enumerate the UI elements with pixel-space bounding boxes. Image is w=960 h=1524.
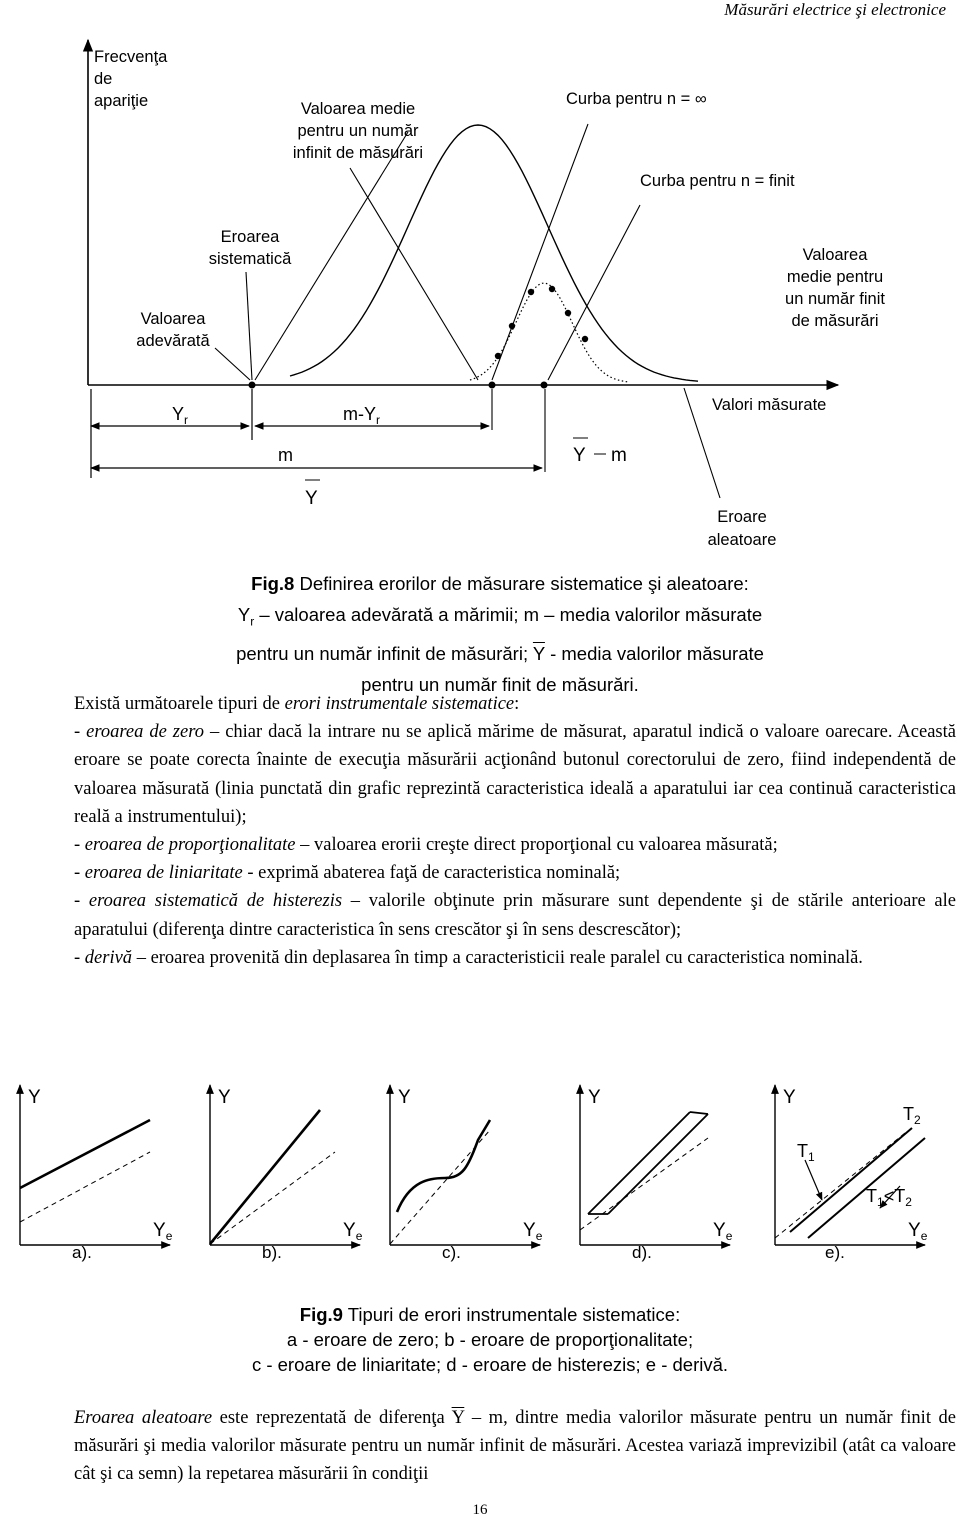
ideal-line <box>20 1152 150 1222</box>
linearity-error-text: - exprimă abaterea faţă de caracteristica nominală; <box>242 863 621 884</box>
fig8-caption-line3a: pentru un număr infinit de măsurări; <box>236 642 529 664</box>
systematic-error-label: Eroarea sistematică <box>208 228 292 268</box>
ye-axis-label: $Y_e$ <box>908 1220 928 1243</box>
page-number: 16 <box>472 1502 488 1518</box>
mean-infinite-label: Valoarea medie pentru un număr infinit de măsurări <box>292 100 424 162</box>
curve-infinite-label: Curba pentru n = ∞ <box>566 90 707 108</box>
panel-e <box>775 1085 928 1262</box>
panel-label: d). <box>632 1243 652 1262</box>
m-label: m <box>278 445 293 465</box>
fig8-caption-line2-end: media valorilor măsurate <box>559 604 763 625</box>
y-axis-label: Y <box>398 1087 411 1108</box>
dash: - <box>74 722 87 743</box>
figure-9-diagrams <box>0 1075 960 1275</box>
intro-emphasis: erori instrumentale sistematice <box>284 694 515 714</box>
intro-colon: : <box>514 694 520 714</box>
finite-curve-points <box>495 286 588 359</box>
curve-n-infinite <box>290 125 698 381</box>
yr-symbol: Y <box>237 604 251 625</box>
real-line <box>20 1120 150 1188</box>
fig9-caption-line2: a - eroare de zero; b - eroare de proporţionalitate; <box>286 1329 694 1350</box>
m-minus-yr-label: $m-Y_r$ <box>343 404 380 427</box>
dash: - <box>74 835 85 856</box>
real-curve <box>397 1120 490 1212</box>
t1-line <box>790 1128 912 1232</box>
t1-arrow <box>805 1160 822 1200</box>
true-value-label: Valoarea adevărată <box>136 310 210 350</box>
panel-c <box>390 1085 543 1262</box>
t1-lt-t2-label: $T_1<T_2$ <box>866 1186 912 1209</box>
y-axis-label: Y <box>588 1087 601 1108</box>
ybar-symbol: $\overline{Y}$ <box>451 1408 465 1428</box>
fig8-caption-line4: pentru un număr finit de măsurări. <box>361 673 639 695</box>
body-text-1 <box>4 690 956 972</box>
fig8-caption-line3b: - media valorilor măsurate <box>550 642 764 664</box>
finite-point <box>565 310 571 316</box>
figure-8-diagram <box>0 28 960 568</box>
y-axis-label: Y <box>783 1087 796 1108</box>
panel-label: c). <box>442 1243 461 1262</box>
fig9-label: Fig.9 <box>299 1304 343 1325</box>
frequency-label: Frecvenţa de apariţie <box>94 48 168 110</box>
panel-a <box>20 1085 173 1262</box>
running-header: Măsurări electrice şi electronice <box>724 0 946 19</box>
ye-axis-label: $Y_e$ <box>523 1220 543 1243</box>
fig8-label: Fig.8 <box>251 573 295 594</box>
random-error-text-a: este reprezentată de diferenţa <box>212 1408 452 1428</box>
ideal-line <box>580 1138 708 1230</box>
yr-sub: r <box>250 614 255 629</box>
hysteresis-error-term: eroarea sistematică de histerezis <box>88 891 343 912</box>
ideal-line <box>210 1152 335 1244</box>
random-error-label: Eroare aleatoare <box>707 508 777 549</box>
zero-error-term: eroarea de zero <box>86 722 204 743</box>
drift-text: – eroarea provenită din deplasarea în timp a caracteristicii reale paralel cu caracteristica nominală. <box>132 947 863 968</box>
svg-text:m: m <box>611 445 627 466</box>
dash: - <box>74 947 85 968</box>
proportionality-error-term: eroarea de proporţionalitate <box>84 835 296 856</box>
figure-8-caption: Fig.8 Definirea erorilor de măsurare sistematice şi aleatoare: $Y_r$ – valoarea adevărată a mărimii; m – media valorilor măsurate pentru un număr infinit de măsurări; $\overline{Y}$ - media valorilor măsurate pentru un număr finit de măsurări. <box>110 568 890 700</box>
finite-point <box>549 286 555 292</box>
dash: - <box>74 863 85 884</box>
panel-label: b). <box>262 1243 282 1262</box>
yr-label: $Y_r$ <box>172 404 189 427</box>
ybar-symbol: $\overline{Y}$ <box>532 642 545 664</box>
body-text-2 <box>4 1404 956 1489</box>
svg-text:Y: Y <box>305 488 318 509</box>
ye-axis-label: $Y_e$ <box>153 1220 173 1243</box>
curve-finite-label: Curba pentru n = finit <box>640 172 795 190</box>
random-error-text-b: , dintre media valorilor măsurate pentru un număr finit de măsurări şi media valorilor măsurate pentru un număr infinit de măsurări. Acestea variază imprevizibil (atât ca valoare cât şi ca semn) la repetarea măsurării în condiţii <box>74 1408 957 1485</box>
finite-point <box>582 336 588 342</box>
y-axis-label: Y <box>28 1087 41 1108</box>
proportionality-error-text: – valoarea erorii creşte direct proporţional cu valoarea măsurată; <box>295 835 778 856</box>
dimension-lines <box>91 389 542 478</box>
y-axis-label: Y <box>218 1087 231 1108</box>
zero-error-text: – chiar dacă la intrare nu se aplică mărime de măsurat, aparatul indică o valoare oarecare. Această eroare se poate corecta înainte de execuţia măsurării acţionând butonul corectorului de zero, fiind independentă de valoarea măsurată (linia punctată din grafic reprezintă caracteristica ideală a aparatului iar cea continuă caracteristica reală a instrumentului); <box>74 722 956 827</box>
fig9-caption-line3: c - eroare de liniaritate; d - eroare de histerezis; e - derivă. <box>251 1354 729 1375</box>
hysteresis-loop <box>588 1112 708 1214</box>
dash: - <box>74 891 89 912</box>
values-axis-label: Valori măsurate <box>712 396 827 414</box>
drift-term: derivă <box>84 947 133 968</box>
finite-point <box>528 289 534 295</box>
ybar-minus-m-label <box>573 438 627 466</box>
panel-label: e). <box>825 1243 845 1262</box>
svg-text:Y: Y <box>573 445 586 466</box>
panel-d <box>580 1085 733 1262</box>
figure-9-caption <box>110 1302 870 1377</box>
t1-label: $T_1$ <box>797 1141 815 1164</box>
minus-m: – m <box>464 1408 504 1428</box>
fig9-caption-line1: Tipuri de erori instrumentale sistematice: <box>347 1304 681 1325</box>
panel-b <box>210 1085 363 1262</box>
fig8-caption-line2: valoarea adevărată a mărimii; m <box>274 604 540 625</box>
random-error-term: Eroarea aleatoare <box>74 1408 213 1428</box>
t2-label: $T_2$ <box>903 1104 921 1127</box>
panel-label: a). <box>72 1243 92 1262</box>
fig8-caption-line1: Definirea erorilor de măsurare sistematice şi aleatoare: <box>299 573 749 594</box>
mean-finite-label: Valoarea medie pentru un număr finit de măsurări <box>785 246 885 330</box>
ye-axis-label: $Y_e$ <box>713 1220 733 1243</box>
ye-axis-label: $Y_e$ <box>343 1220 363 1243</box>
intro-text: Există următoarele tipuri de <box>74 694 280 714</box>
linearity-error-term: eroarea de liniaritate <box>84 863 243 884</box>
ybar-label <box>305 480 320 509</box>
real-line <box>210 1110 320 1244</box>
hysteresis-error-text: – valorile obţinute prin măsurare sunt dependente şi de stările anterioare ale aparatului (diferenţa dintre caracteristica în sens crescător şi în sens descrescător); <box>74 891 956 940</box>
